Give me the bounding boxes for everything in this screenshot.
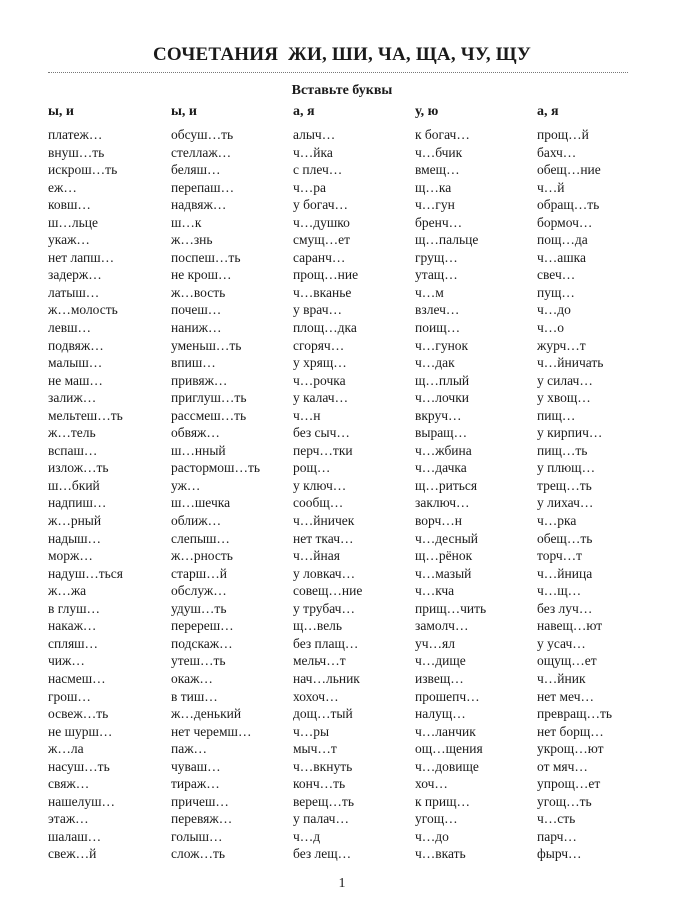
word-item: приглуш…ть <box>171 390 247 406</box>
word-item: ч…рочка <box>293 372 346 388</box>
word-item: почеш… <box>171 302 222 318</box>
word-item: ворч…н <box>415 513 462 529</box>
word-column-4 <box>415 126 540 863</box>
word-item: уж… <box>171 477 201 493</box>
word-item: ж…вость <box>171 284 226 300</box>
word-item: ч…щ… <box>537 583 582 599</box>
column-header-4: у, ю <box>415 104 439 119</box>
word-item: в глуш… <box>48 600 100 616</box>
word-item: мельтеш…ть <box>48 407 123 423</box>
word-item: у богач… <box>293 197 349 213</box>
word-item: перевяж… <box>171 811 233 827</box>
word-item: у калач… <box>293 390 349 406</box>
word-item: нашелуш… <box>48 793 115 809</box>
word-item: совещ…ние <box>293 583 363 599</box>
word-item: ш…нный <box>171 442 226 458</box>
word-item: ковш… <box>48 197 91 213</box>
word-item: ч…гун <box>415 197 455 213</box>
word-item: надвяж… <box>171 197 227 213</box>
word-item: ж…тель <box>48 425 96 441</box>
word-item: прищ…чить <box>415 600 487 616</box>
word-item: ч…м <box>415 284 444 300</box>
word-item: ощущ…ет <box>537 653 597 669</box>
word-item: ч…д <box>293 828 321 844</box>
column-header-3: а, я <box>293 104 315 119</box>
word-item: ч…дище <box>415 653 466 669</box>
word-item: еж… <box>48 179 77 195</box>
word-item: без лещ… <box>293 846 352 862</box>
word-item: излож…ть <box>48 460 109 476</box>
word-item: ч…йничек <box>293 513 355 529</box>
word-item: у силач… <box>537 372 593 388</box>
word-item: впиш… <box>171 355 216 371</box>
word-item: ш…к <box>171 214 202 230</box>
word-item: внуш…ть <box>48 144 105 160</box>
word-item: конч…ть <box>293 776 346 792</box>
word-item: бахч… <box>537 144 577 160</box>
word-item: ч…довище <box>415 758 479 774</box>
word-item: ч…ра <box>293 179 327 195</box>
word-item: саранч… <box>293 249 346 265</box>
word-item: нет черемш… <box>171 723 252 739</box>
page-title: СОЧЕТАНИЯ ЖИ, ШИ, ЧА, ЩА, ЧУ, ЩУ <box>152 44 532 65</box>
word-item: поищ… <box>415 320 461 336</box>
word-item: перереш… <box>171 618 234 634</box>
word-item: утащ… <box>415 267 458 283</box>
word-item: тираж… <box>171 776 220 792</box>
word-item: свеч… <box>537 267 576 283</box>
word-item: сообщ… <box>293 495 344 511</box>
word-item: ч…вкать <box>415 846 466 862</box>
word-item: хохоч… <box>293 688 339 704</box>
word-item: извещ… <box>415 670 464 686</box>
word-item: ч…йница <box>537 565 593 581</box>
word-item: надпиш… <box>48 495 107 511</box>
word-item: искрош…ть <box>48 162 118 178</box>
word-item: упрощ…ет <box>537 776 601 792</box>
word-item: нет ткач… <box>293 530 354 546</box>
word-item: ч…вканье <box>293 284 352 300</box>
word-item: у ключ… <box>293 477 347 493</box>
word-item: у хрящ… <box>293 355 347 371</box>
word-item: надуш…ться <box>48 565 123 581</box>
word-item: навещ…ют <box>537 618 603 634</box>
word-item: у ловкач… <box>293 565 356 581</box>
word-item: прошепч… <box>415 688 480 704</box>
word-item: стеллаж… <box>171 144 232 160</box>
word-item: поспеш…ть <box>171 249 241 265</box>
word-item: утеш…ть <box>171 653 226 669</box>
word-item: алыч… <box>293 127 336 142</box>
word-item: у врач… <box>293 302 342 318</box>
word-item: уч…ял <box>415 635 455 651</box>
word-item: старш…й <box>171 565 227 581</box>
word-item: ч…ры <box>293 723 330 739</box>
word-item: щ…плый <box>415 372 470 388</box>
word-item: шалаш… <box>48 828 102 844</box>
word-item: превращ…ть <box>537 706 613 722</box>
word-item: рощ… <box>293 460 331 476</box>
word-item: ч…сть <box>537 811 576 827</box>
column-header-5: а, я <box>537 104 559 119</box>
word-item: накаж… <box>48 618 97 634</box>
column-header-2: ы, и <box>171 104 197 119</box>
page-number: 1 <box>338 876 346 891</box>
word-item: щ…риться <box>415 477 478 493</box>
word-item: перепаш… <box>171 179 235 195</box>
word-item: ч…дачка <box>415 460 467 476</box>
word-item: уменьш…ть <box>171 337 242 353</box>
word-item: ж…знь <box>171 232 213 248</box>
word-item: малыш… <box>48 355 103 371</box>
word-item: ч…йник <box>537 670 586 686</box>
word-item: ч…йка <box>293 144 333 160</box>
word-item: ч…йничать <box>537 355 604 371</box>
word-column-3 <box>293 126 418 863</box>
word-item: голыш… <box>171 828 223 844</box>
word-item: ч…мазый <box>415 565 472 581</box>
word-item: площ…дка <box>293 320 357 336</box>
word-item: не маш… <box>48 372 103 388</box>
word-item: ш…шечка <box>171 495 231 511</box>
word-item: ч…рка <box>537 513 577 529</box>
word-item: паж… <box>171 741 208 757</box>
word-item: пищ…ть <box>537 442 588 458</box>
word-item: журч…т <box>537 337 586 353</box>
word-item: угощ…ть <box>537 793 592 809</box>
word-item: ч…до <box>537 302 571 318</box>
word-column-2 <box>171 126 296 863</box>
word-item: ч…десный <box>415 530 478 546</box>
word-item: наниж… <box>171 320 222 336</box>
word-item: задерж… <box>48 267 102 283</box>
word-item: окаж… <box>171 670 213 686</box>
word-item: ш…льце <box>48 214 99 230</box>
word-item: у трубач… <box>293 600 355 616</box>
word-item: щ…пальце <box>415 232 479 248</box>
word-item: фырч… <box>537 846 582 862</box>
word-item: обслуж… <box>171 583 227 599</box>
word-item: обвяж… <box>171 425 220 441</box>
word-item: ч…кча <box>415 583 455 599</box>
word-item: нет меч… <box>537 688 594 704</box>
word-item: слепыш… <box>171 530 230 546</box>
word-item: платеж… <box>48 127 103 142</box>
word-item: нет борщ… <box>537 723 604 739</box>
word-item: обращ…ть <box>537 197 600 213</box>
word-item: залиж… <box>48 390 97 406</box>
word-item: ж…жа <box>48 583 87 599</box>
word-item: у палач… <box>293 811 349 827</box>
word-item: вмещ… <box>415 162 460 178</box>
word-item: у кирпич… <box>537 425 603 441</box>
word-item: грош… <box>48 688 91 704</box>
word-item: насуш…ть <box>48 758 110 774</box>
instruction-text: Вставьте буквы <box>291 83 393 98</box>
word-item: торч…т <box>537 548 583 564</box>
word-item: мельч…т <box>293 653 346 669</box>
word-item: налущ… <box>415 706 466 722</box>
word-item: укрощ…ют <box>537 741 604 757</box>
word-item: у усач… <box>537 635 586 651</box>
word-item: ч…душко <box>293 214 350 230</box>
word-item: парч… <box>537 828 577 844</box>
word-item: ощ…щения <box>415 741 483 757</box>
word-item: латыш… <box>48 284 100 300</box>
word-item: мыч…т <box>293 741 337 757</box>
word-item: у хвощ… <box>537 390 591 406</box>
word-item: ч…до <box>415 828 449 844</box>
word-item: сгоряч… <box>293 337 345 353</box>
word-item: чуваш… <box>171 758 221 774</box>
word-item: подскаж… <box>171 635 233 651</box>
word-item: не шурш… <box>48 723 113 739</box>
word-item: смущ…ет <box>293 232 351 248</box>
word-item: от мяч… <box>537 758 588 774</box>
word-item: пищ… <box>537 407 576 423</box>
word-item: вспаш… <box>48 442 98 458</box>
word-item: насмеш… <box>48 670 106 686</box>
word-item: растормош…ть <box>171 460 260 476</box>
word-item: ж…рность <box>171 548 233 564</box>
word-item: щ…ка <box>415 179 452 195</box>
word-item: щ…вель <box>293 618 343 634</box>
word-item: грущ… <box>415 249 458 265</box>
word-item: замолч… <box>415 618 469 634</box>
word-item: причеш… <box>171 793 229 809</box>
word-item: ч…о <box>537 320 565 336</box>
word-item: ч…й <box>537 179 565 195</box>
word-item: перч…тки <box>293 442 353 458</box>
word-item: беляш… <box>171 162 221 178</box>
word-item: этаж… <box>48 811 89 827</box>
word-item: ч…жбина <box>415 442 472 458</box>
word-item: к прищ… <box>415 793 471 809</box>
word-item: ч…н <box>293 407 321 423</box>
word-item: спляш… <box>48 635 99 651</box>
word-item: пущ… <box>537 284 575 300</box>
word-item: угощ… <box>415 811 458 827</box>
word-item: ч…ашка <box>537 249 587 265</box>
word-item: ш…бкий <box>48 477 100 493</box>
word-item: бормоч… <box>537 214 593 230</box>
word-item: привяж… <box>171 372 228 388</box>
word-item: у плющ… <box>537 460 596 476</box>
word-columns <box>0 126 684 866</box>
word-item: без сыч… <box>293 425 350 441</box>
word-item: надыш… <box>48 530 102 546</box>
word-item: прощ…ние <box>293 267 359 283</box>
word-item: дощ…тый <box>293 706 353 722</box>
word-item: бренч… <box>415 214 463 230</box>
word-item: удуш…ть <box>171 600 227 616</box>
word-item: ч…лочки <box>415 390 469 406</box>
word-item: к богач… <box>415 127 470 142</box>
word-item: оближ… <box>171 513 222 529</box>
word-item: свеж…й <box>48 846 97 862</box>
word-item: укаж… <box>48 232 90 248</box>
word-item: ж…денький <box>171 706 242 722</box>
word-item: хоч… <box>415 776 448 792</box>
word-item: ч…вкнуть <box>293 758 353 774</box>
word-item: заключ… <box>415 495 470 511</box>
word-item: рассмеш…ть <box>171 407 247 423</box>
word-item: нет лапш… <box>48 249 115 265</box>
word-item: прощ…й <box>537 127 589 142</box>
word-item: взлеч… <box>415 302 460 318</box>
word-item: нач…льник <box>293 670 360 686</box>
word-item: обещ…ние <box>537 162 601 178</box>
word-item: не крош… <box>171 267 232 283</box>
word-item: выращ… <box>415 425 468 441</box>
word-item: верещ…ть <box>293 793 354 809</box>
word-item: чиж… <box>48 653 85 669</box>
word-item: ж…рный <box>48 513 102 529</box>
word-item: без плащ… <box>293 635 359 651</box>
word-item: у лихач… <box>537 495 594 511</box>
word-item: пощ…да <box>537 232 588 248</box>
word-item: освеж…ть <box>48 706 109 722</box>
word-item: вкруч… <box>415 407 462 423</box>
word-item: щ…рёнок <box>415 548 473 564</box>
word-item: обсуш…ть <box>171 127 234 142</box>
word-item: ч…дак <box>415 355 455 371</box>
word-column-5 <box>537 126 662 863</box>
word-item: трещ…ть <box>537 477 592 493</box>
word-item: ч…йная <box>293 548 340 564</box>
word-item: ж…ла <box>48 741 84 757</box>
word-item: ч…бчик <box>415 144 463 160</box>
word-item: ч…ланчик <box>415 723 476 739</box>
word-item: обещ…ть <box>537 530 593 546</box>
word-item: в тиш… <box>171 688 218 704</box>
word-item: без луч… <box>537 600 593 616</box>
word-item: морж… <box>48 548 93 564</box>
word-item: с плеч… <box>293 162 343 178</box>
column-headers <box>0 104 684 124</box>
word-item: ж…молость <box>48 302 118 318</box>
word-item: слож…ть <box>171 846 226 862</box>
word-item: левш… <box>48 320 91 336</box>
word-item: ч…гунок <box>415 337 469 353</box>
word-column-1 <box>48 126 173 863</box>
column-header-1: ы, и <box>48 104 74 119</box>
dotted-divider <box>48 72 628 73</box>
word-item: подвяж… <box>48 337 104 353</box>
word-item: свяж… <box>48 776 90 792</box>
